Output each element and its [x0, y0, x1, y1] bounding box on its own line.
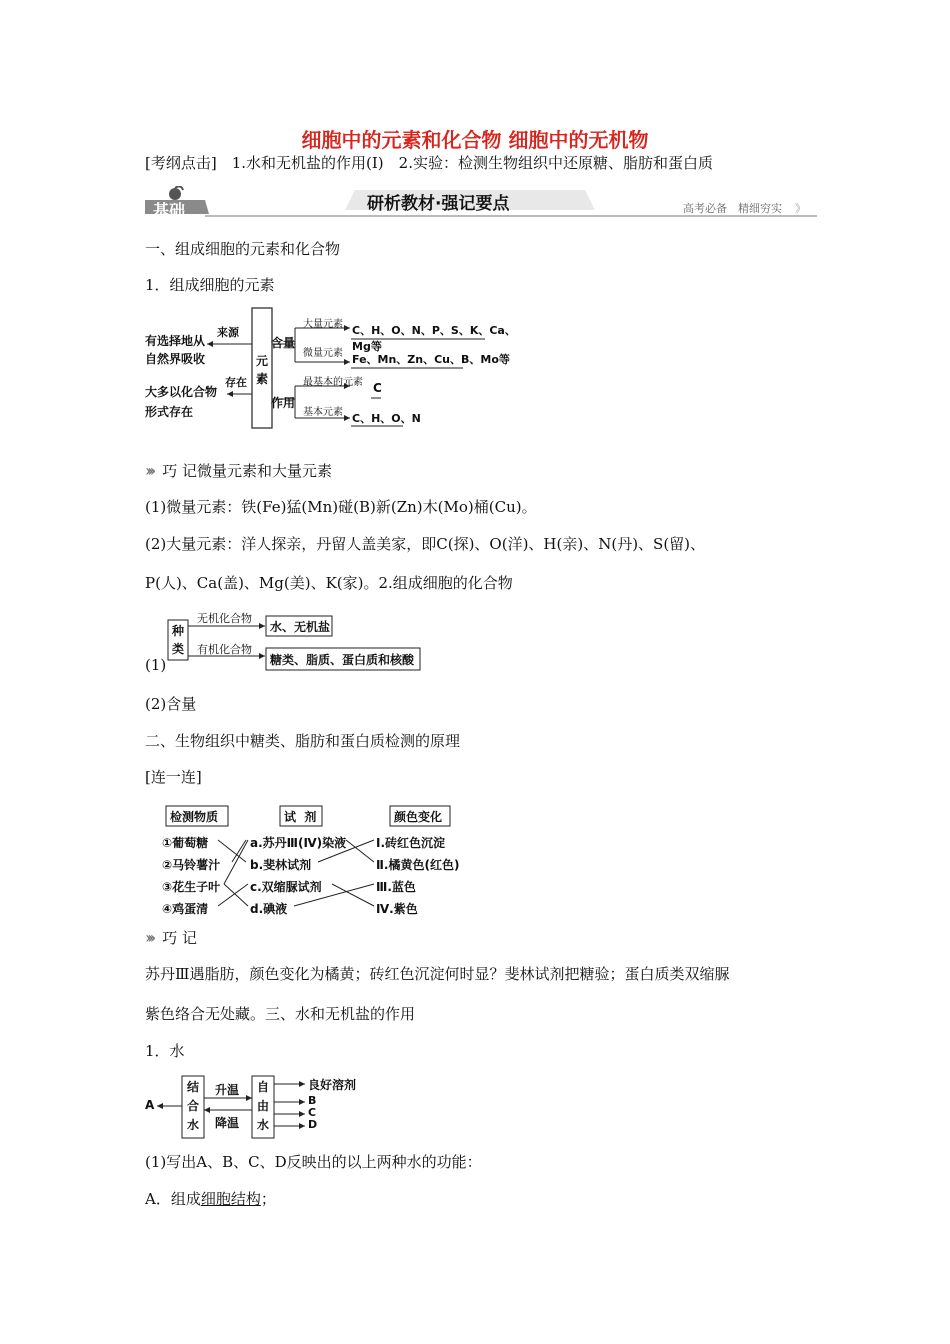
d4-bound-0: 结 [187, 1080, 200, 1094]
d4-bound-1: 合 [187, 1099, 200, 1113]
d2-kind-a: 种 [172, 624, 185, 638]
d1-content: 含量 [271, 336, 296, 350]
answer-a-prefix: A．组成 [145, 1190, 201, 1208]
detection-diagram [160, 804, 480, 920]
d4-free-0: 自 [257, 1080, 270, 1094]
d3-h2: 试 剂 [284, 810, 317, 824]
d1-left1-a: 有选择地从 [145, 334, 206, 348]
svg-text:》: 》 [795, 202, 806, 215]
double-chevron-icon: ››› [145, 928, 153, 947]
d1-major-label: 大量元素 [303, 319, 343, 330]
d1-basic-most-label: 最基本的元素 [303, 377, 363, 388]
answer-a-end: ； [260, 1190, 276, 1208]
d3-col3-1: Ⅱ.橘黄色(红色) [376, 858, 460, 872]
d3-col2-2: c.双缩脲试剂 [250, 880, 322, 894]
d4-free-2: 水 [257, 1118, 270, 1132]
d1-left2-b: 形式存在 [145, 405, 194, 419]
d3-col1-2: ③花生子叶 [162, 880, 221, 894]
d3-h3: 颜色变化 [394, 810, 443, 824]
d1-exist: 存在 [225, 376, 247, 389]
section-1-heading: 一、组成细胞的元素和化合物 [145, 240, 341, 258]
tip-2-line-2: 紫色络合无处藏。三、水和无机盐的作用 [145, 1005, 416, 1023]
d1-source: 来源 [217, 326, 239, 339]
elements-diagram [145, 304, 525, 434]
tip-1-line-1: (1)微量元素：铁(Fe)猛(Mn)碰(B)新(Zn)木(Mo)桶(Cu)。 [145, 498, 537, 516]
d4-solvent: 良好溶剂 [308, 1078, 357, 1092]
tip-2-line-1: 苏丹Ⅲ遇脂肪，颜色变化为橘黄；砖红色沉淀何时显？斐林试剂把糖验；蛋白质类双缩脲 [145, 965, 730, 983]
section-2-heading: 二、生物组织中糖类、脂肪和蛋白质检测的原理 [145, 732, 461, 750]
banner-tag: 基础 [153, 201, 186, 220]
d4-c: C [308, 1106, 317, 1119]
d2-kind-b: 类 [172, 642, 185, 656]
d1-center-b: 素 [256, 372, 269, 386]
d1-left1-b: 自然界吸收 [145, 352, 206, 366]
answer-a [145, 1188, 276, 1209]
d1-left2-a: 大多以化合物 [145, 385, 218, 399]
d4-bound-2: 水 [187, 1118, 200, 1132]
double-chevron-icon: ››› [145, 461, 153, 480]
d2-organic-label: 有机化合物 [197, 643, 252, 656]
d2-inorganic: 水、无机盐 [270, 620, 331, 634]
tip-2-text: 巧 记 [162, 929, 197, 947]
d1-role: 作用 [271, 396, 296, 410]
d3-col1-1: ②马铃薯汁 [162, 858, 221, 872]
d4-free-1: 由 [257, 1099, 270, 1113]
d3-h1: 检测物质 [170, 810, 219, 824]
d4-up: 升温 [215, 1083, 240, 1097]
question-1: (1)写出A、B、C、D反映出的以上两种水的功能： [145, 1153, 482, 1171]
connect-label: [连一连] [145, 768, 202, 786]
d2-organic: 糖类、脂质、蛋白质和核酸 [270, 653, 415, 667]
tip-1-line-3: P(人)、Ca(盖)、Mg(美)、K(家)。2.组成细胞的化合物 [145, 574, 513, 592]
d4-b: B [308, 1094, 317, 1107]
section-banner [145, 186, 817, 224]
d1-center-a: 元 [256, 354, 269, 368]
d3-col1-3: ④鸡蛋清 [162, 902, 209, 916]
d2-inorganic-label: 无机化合物 [197, 612, 252, 625]
water-diagram [145, 1074, 385, 1142]
d3-col3-2: Ⅲ.蓝色 [376, 880, 416, 894]
syllabus-line: [考纲点击] 1.水和无机盐的作用(Ⅰ) 2.实验：检测生物组织中还原糖、脂肪和蛋白质 [145, 154, 713, 172]
d3-col1-0: ①葡萄糖 [162, 836, 209, 850]
tip-2 [145, 927, 197, 948]
tip-1-line-2: (2)大量元素：洋人探亲，丹留人盖美家，即C(探)、O(洋)、H(亲)、N(丹)、S(留)、 [145, 535, 706, 553]
d1-basic-label: 基本元素 [303, 407, 343, 418]
page-title: 细胞中的元素和化合物 细胞中的无机物 [301, 128, 649, 152]
section-3-1-heading: 1．水 [145, 1042, 185, 1060]
d1-major: C、H、O、N、P、S、K、Ca、Mg等 [352, 324, 516, 353]
d4-d: D [308, 1118, 318, 1131]
banner-heading: 研析教材·强记要点 [367, 194, 510, 214]
banner-right: 高考必备 精细穷实 [683, 202, 782, 215]
section-1-1-heading: 1．组成细胞的元素 [145, 276, 275, 294]
d3-col2-0: a.苏丹Ⅲ(Ⅳ)染液 [250, 836, 347, 850]
answer-a-underlined: 细胞结构 [200, 1190, 261, 1208]
d4-a: A [145, 1098, 155, 1112]
d3-col2-3: d.碘液 [250, 902, 288, 916]
content-item: (2)含量 [145, 695, 197, 713]
d1-basic: C、H、O、N [352, 412, 421, 425]
d2-prefix: (1) [145, 656, 167, 674]
tip-1 [145, 460, 332, 481]
d1-basic-most: C [373, 381, 382, 395]
tip-1-text: 巧 记微量元素和大量元素 [162, 462, 332, 480]
d1-minor: Fe、Mn、Zn、Cu、B、Mo等 [352, 353, 510, 366]
d3-col2-1: b.斐林试剂 [250, 858, 312, 872]
d4-down: 降温 [215, 1116, 240, 1130]
d1-minor-label: 微量元素 [303, 348, 343, 359]
d3-col3-0: Ⅰ.砖红色沉淀 [376, 836, 446, 850]
compounds-diagram [145, 604, 445, 674]
d3-col3-3: Ⅳ.紫色 [376, 902, 418, 916]
